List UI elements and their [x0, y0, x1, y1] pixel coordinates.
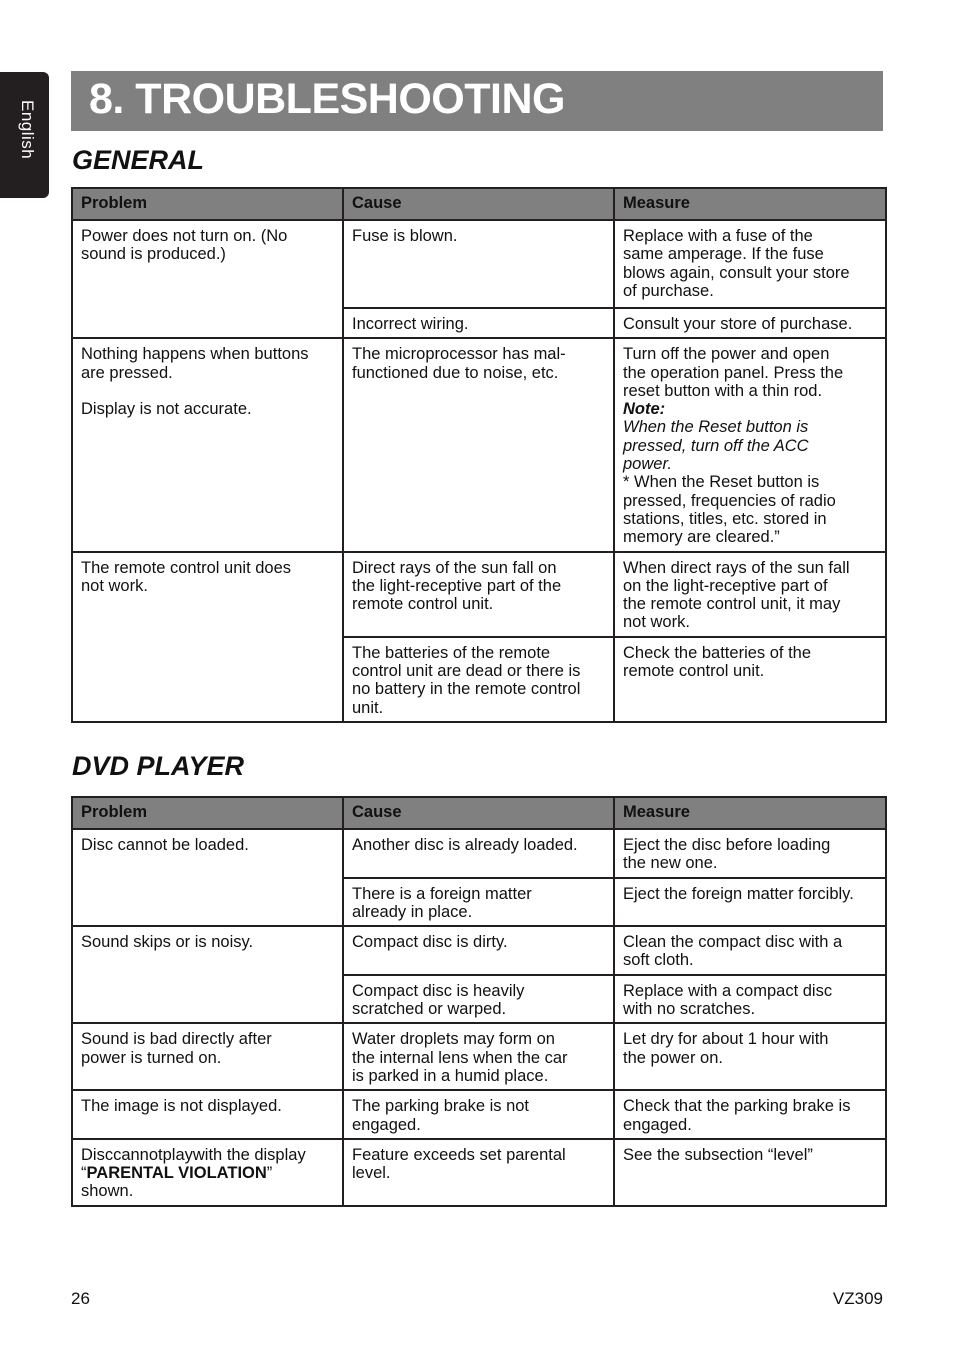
measure-cell: Replace with a compact disc with no scratches. — [614, 975, 886, 1024]
cause-cell: The batteries of the remote control unit are dead or there is no battery in the remote control unit. — [343, 637, 614, 722]
header-measure: Measure — [614, 188, 886, 220]
page-title: 8. TROUBLESHOOTING — [89, 75, 565, 123]
note-text: When the Reset button is pressed, turn off the ACC power. — [623, 418, 809, 474]
problem-cell: Nothing happens when buttons are pressed. Display is not accurate. — [72, 338, 343, 551]
problem-prefix: Disccannotplaywith the display “ — [81, 1145, 306, 1183]
problem-suffix: ” shown. — [81, 1164, 273, 1201]
table-row — [72, 926, 886, 975]
measure-cell: When direct rays of the sun fall on the light-receptive part of the remote control unit, it may not work. — [614, 552, 886, 637]
measure-cell: See the subsection “level” — [614, 1139, 886, 1206]
header-cause: Cause — [343, 188, 614, 220]
language-tab-label: English — [18, 100, 37, 160]
general-table — [71, 187, 887, 723]
table-row — [72, 829, 886, 878]
measure-cell: Eject the foreign matter forcibly. — [614, 878, 886, 927]
table-row — [72, 1139, 886, 1206]
problem-cell — [72, 1139, 343, 1206]
table-row — [72, 552, 886, 637]
page-number: 26 — [71, 1289, 90, 1308]
measure-text: Turn off the power and open the operation panel. Press the reset button with a thin rod. — [623, 345, 844, 400]
title-bar — [71, 71, 883, 131]
header-measure: Measure — [614, 797, 886, 829]
note-extra: * When the Reset button is pressed, frequencies of radio stations, titles, etc. stored in memory are cleared.” — [623, 473, 836, 547]
header-cause: Cause — [343, 797, 614, 829]
cause-cell: Incorrect wiring. — [343, 308, 614, 338]
measure-cell: Clean the compact disc with a soft cloth. — [614, 926, 886, 975]
table-row — [72, 1023, 886, 1090]
cause-cell: Compact disc is dirty. — [343, 926, 614, 975]
model-name: VZ309 — [832, 1289, 883, 1308]
cause-cell: Another disc is already loaded. — [343, 829, 614, 878]
language-tab — [0, 72, 49, 198]
table-header-row — [72, 188, 886, 220]
cause-cell: Direct rays of the sun fall on the light-receptive part of the remote control unit. — [343, 552, 614, 637]
measure-cell: Let dry for about 1 hour with the power on. — [614, 1023, 886, 1090]
measure-cell: Check the batteries of the remote control unit. — [614, 637, 886, 722]
cause-cell: Fuse is blown. — [343, 220, 614, 308]
measure-cell: Check that the parking brake is engaged. — [614, 1090, 886, 1139]
cause-cell: Feature exceeds set parental level. — [343, 1139, 614, 1206]
problem-cell: Sound skips or is noisy. — [72, 926, 343, 1023]
problem-emphasis: PARENTAL VIOLATION — [86, 1164, 267, 1183]
table-row — [72, 338, 886, 551]
measure-cell: Replace with a fuse of the same amperage. If the fuse blows again, consult your store of purchase. — [614, 220, 886, 308]
header-problem: Problem — [72, 188, 343, 220]
dvd-player-table — [71, 796, 887, 1207]
header-problem: Problem — [72, 797, 343, 829]
problem-cell: The remote control unit does not work. — [72, 552, 343, 722]
cause-cell: There is a foreign matter already in place. — [343, 878, 614, 927]
general-heading: GENERAL — [72, 145, 205, 175]
note-label: Note: — [623, 400, 666, 419]
problem-cell: Disc cannot be loaded. — [72, 829, 343, 926]
measure-cell: Consult your store of purchase. — [614, 308, 886, 338]
cause-cell: The microprocessor has mal- functioned due to noise, etc. — [343, 338, 614, 551]
problem-cell: Power does not turn on. (No sound is produced.) — [72, 220, 343, 338]
cause-cell: The parking brake is not engaged. — [343, 1090, 614, 1139]
measure-cell: Eject the disc before loading the new one. — [614, 829, 886, 878]
problem-cell: Sound is bad directly after power is turned on. — [72, 1023, 343, 1090]
cause-cell: Compact disc is heavily scratched or warped. — [343, 975, 614, 1024]
table-row — [72, 1090, 886, 1139]
measure-cell — [614, 338, 886, 551]
table-header-row — [72, 797, 886, 829]
table-row — [72, 220, 886, 308]
cause-cell: Water droplets may form on the internal lens when the car is parked in a humid place. — [343, 1023, 614, 1090]
problem-cell: The image is not displayed. — [72, 1090, 343, 1139]
dvd-player-heading: DVD PLAYER — [72, 751, 245, 781]
